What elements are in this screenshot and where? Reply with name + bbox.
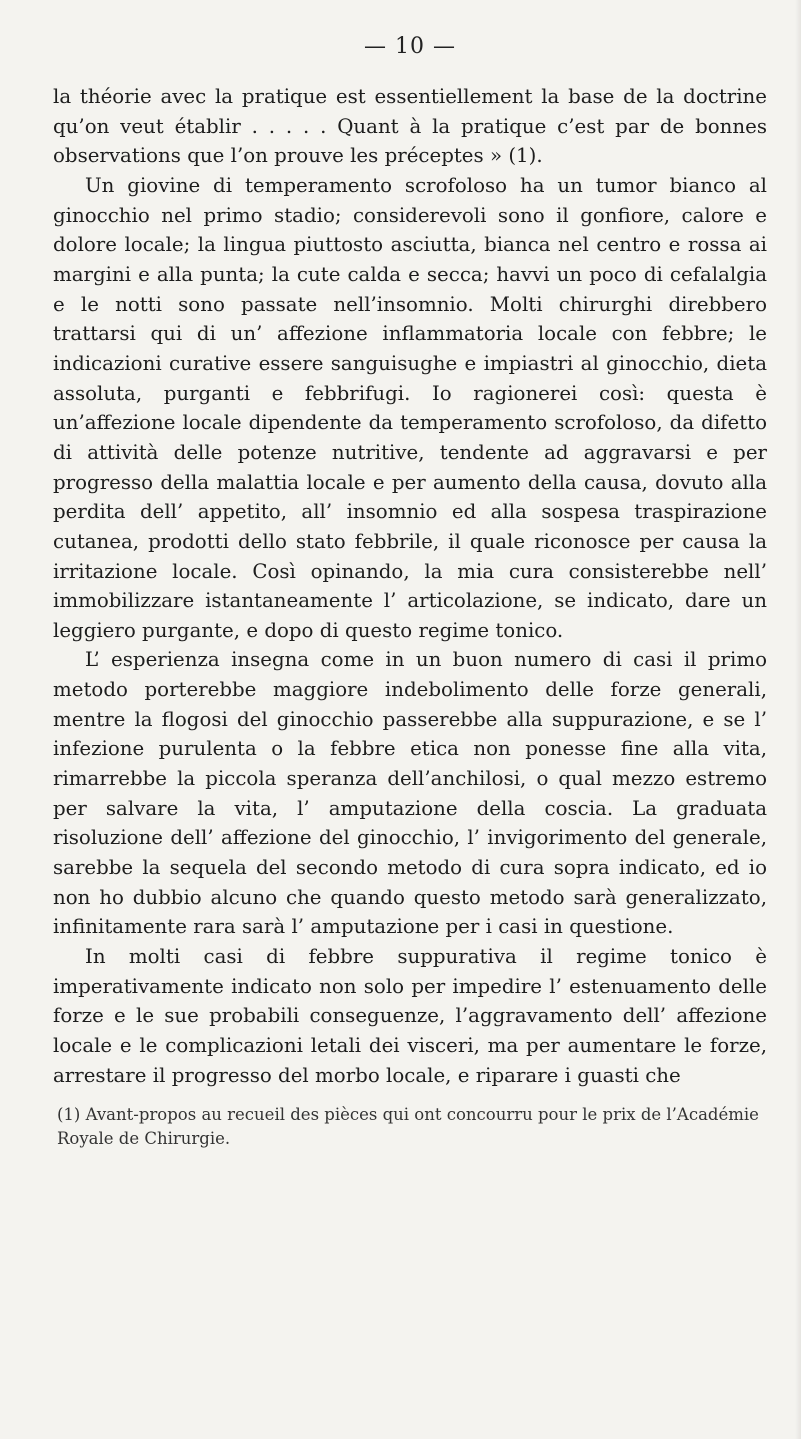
body-text xyxy=(53,82,767,1090)
paragraph-experience: L’ esperienza insegna come in un buon numero di casi il primo metodo porterebbe maggiore indebolimento delle forze generali, mentre la flogosi del ginocchio passerebbe alla suppurazione, e se l’ infezione purulenta o la febbre etica non ponesse fine alla vita, rimarrebbe la piccola speranza dell’anchilosi, o qual mezzo estremo per salvare la vita, l’ amputazione della coscia. La graduata risoluzione dell’ affezione del ginocchio, l’ invigorimento del generale, sarebbe la sequela del secondo metodo di cura sopra indicato, ed io non ho dubbio alcuno che quando questo metodo sarà generalizzato, infinitamente rara sarà l’ amputazione per i casi in questione. xyxy=(53,648,767,939)
paragraph-suppurative-fever: In molti casi di febbre suppurativa il regime tonico è imperativamente indicato non solo per impedire l’ estenuamento delle forze e le sue probabili conseguenze, l’aggravamento dell’ affezione locale e le complicazioni letali dei visceri, ma per aumentare le forze, arrestare il progresso del morbo locale, e riparare i guasti che xyxy=(53,945,767,1087)
page-number: — 10 — xyxy=(364,34,456,59)
paragraph-continuation: la théorie avec la pratique est essentiellement la base de la doctrine qu’on veut établir . . . . . Quant à la pratique c’est par de bonnes observations que l’on prouve les préceptes » (1). xyxy=(53,85,767,168)
paragraph-case-description: Un giovine di temperamento scrofoloso ha un tumor bianco al ginocchio nel primo stadio; considerevoli sono il gonfiore, calore e dolore locale; la lingua piuttosto asciutta, bianca nel centro e rossa ai margini e alla punta; la cute calda e secca; havvi un poco di cefalalgia e le notti sono passate nell’insomnio. Molti chirurghi direbbero trattarsi qui di un’ affezione inflammatoria locale con febbre; le indicazioni curative essere sanguisughe e impiastri al ginocchio, dieta assoluta, purganti e febbrifugi. Io ragionerei così: questa è un’affezione locale dipendente da temperamento scrofoloso, da difetto di attività delle potenze nutritive, tendente ad aggravarsi e per progresso della malattia locale e per aumento della causa, dovuto alla perdita dell’ appetito, all’ insomnio ed alla sospesa traspirazione cutanea, prodotti dello stato febbrile, il quale riconosce per causa la irritazione locale. Così opinando, la mia cura consisterebbe nell’ immobilizzare istantaneamente l’ articolazione, se indicato, dare un leggiero purgante, e dopo di questo regime tonico. xyxy=(53,173,767,642)
footnote: (1) Avant-propos au recueil des pièces qui ont concourru pour le prix de l’Académie Royale de Chirurgie. xyxy=(57,1105,759,1149)
page-edge-shadow xyxy=(795,0,801,1439)
